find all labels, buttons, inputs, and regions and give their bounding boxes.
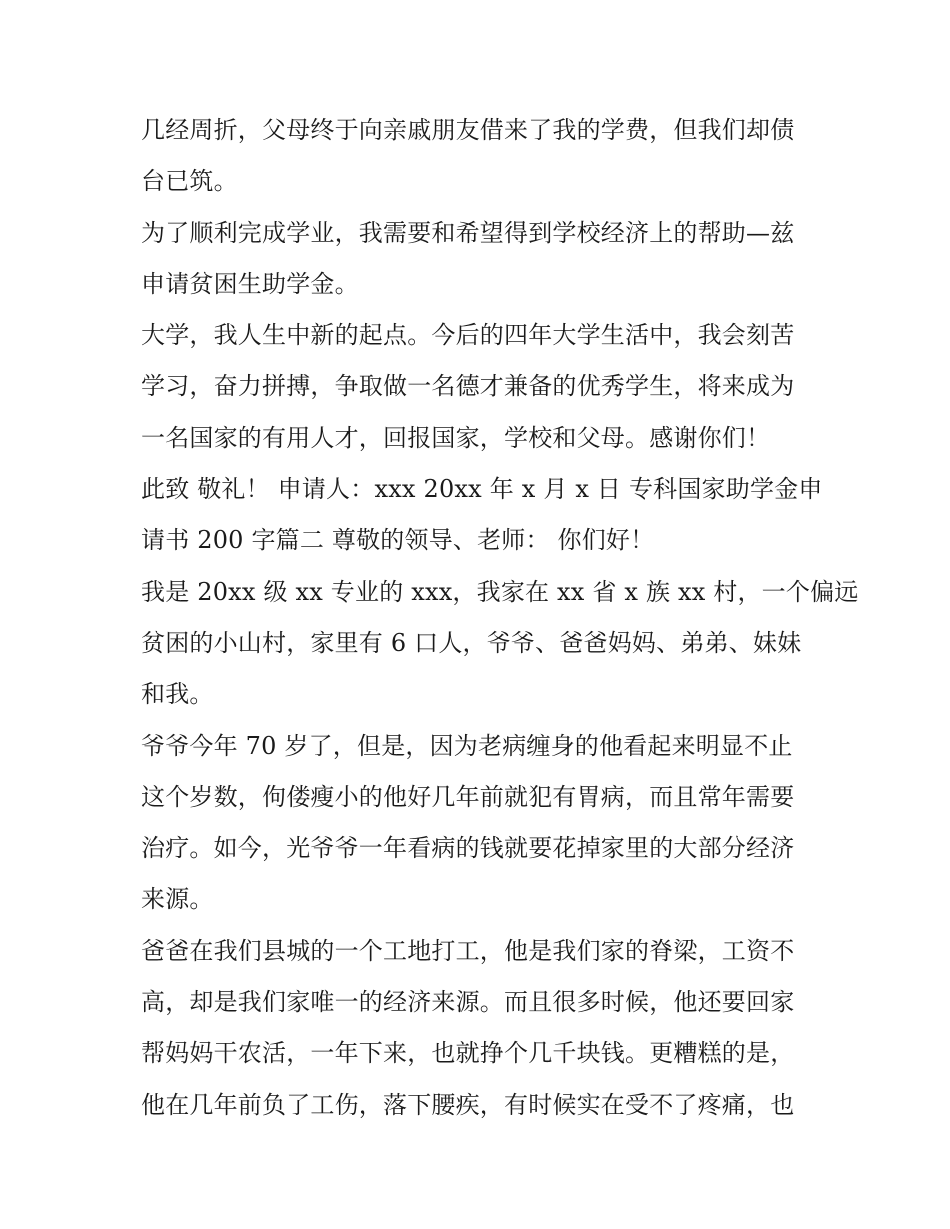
text-line: 爸爸在我们县城的一个工地打工，他是我们家的脊梁，工资不	[141, 936, 795, 965]
text-line: 治疗。如今，光爷爷一年看病的钱就要花掉家里的大部分经济	[141, 834, 795, 863]
text-line: 几经周折，父母终于向亲戚朋友借来了我的学费，但我们却债	[141, 116, 795, 144]
text-line: 大学，我人生中新的起点。今后的四年大学生活中，我会刻苦	[141, 321, 795, 350]
text-line: 申请贫困生助学金。	[141, 269, 359, 298]
text-line: 为了顺利完成学业，我需要和希望得到学校经济上的帮助—兹	[141, 218, 795, 247]
text-line: 贫困的小山村，家里有 6 口人，爷爷、爸爸妈妈、弟弟、妹妹	[141, 628, 802, 657]
text-line: 一名国家的有用人才，回报国家，学校和父母。感谢你们！	[141, 423, 771, 452]
text-line: 这个岁数，佝偻瘦小的他好几年前就犯有胃病，而且常年需要	[141, 782, 795, 811]
text-line: 台已筑。	[141, 167, 238, 196]
document-body	[141, 105, 859, 1131]
text-line: 他在几年前负了工伤，落下腰疾，有时候实在受不了疼痛，也	[141, 1090, 795, 1119]
text-line: 请书 200 字篇二 尊敬的领导、老师： 你们好！	[141, 526, 655, 555]
text-line: 我是 20xx 级 xx 专业的 xxx，我家在 xx 省 x 族 xx 村，一个偏远	[141, 577, 859, 606]
text-line: 来源。	[141, 885, 214, 914]
text-line: 学习，奋力拼搏，争取做一名德才兼备的优秀学生，将来成为	[141, 372, 795, 401]
text-line: 高，却是我们家唯一的经济来源。而且很多时候，他还要回家	[141, 988, 795, 1017]
text-line: 爷爷今年 70 岁了，但是，因为老病缠身的他看起来明显不止	[141, 731, 793, 760]
text-line: 帮妈妈干农活，一年下来，也就挣个几千块钱。更糟糕的是，	[141, 1039, 795, 1068]
text-line: 此致 敬礼！ 申请人：xxx 20xx 年 x 月 x 日 专科国家助学金申	[141, 475, 823, 504]
text-line: 和我。	[141, 680, 214, 709]
